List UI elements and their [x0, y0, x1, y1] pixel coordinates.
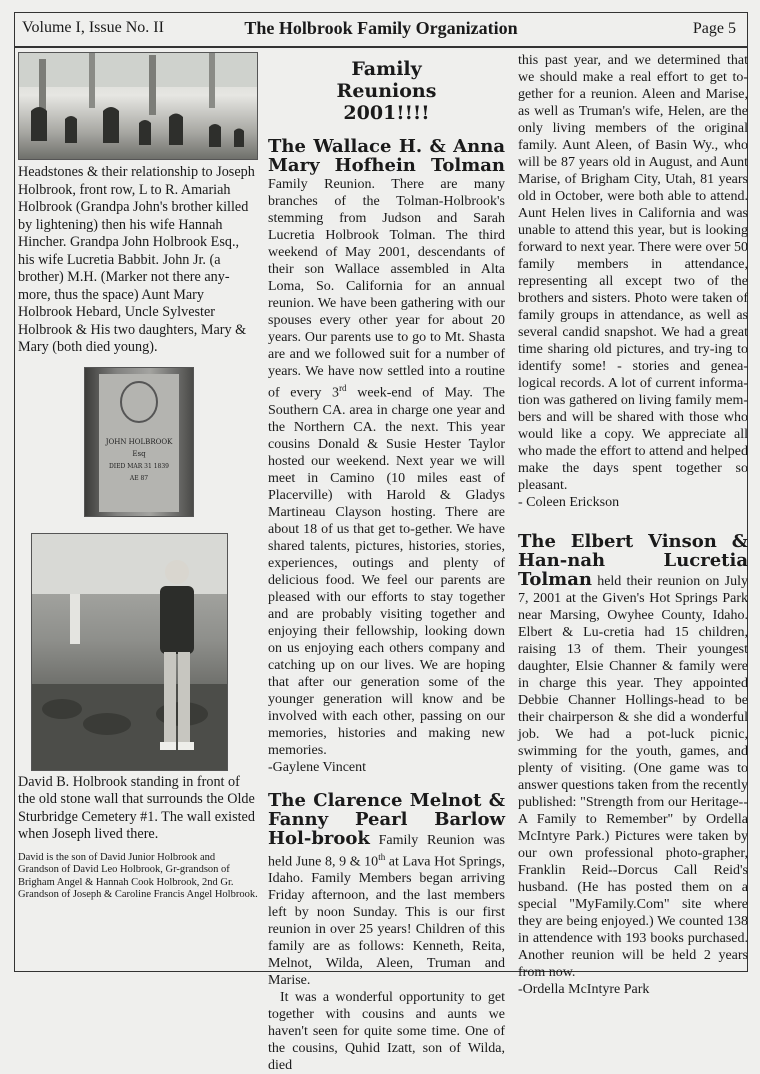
left-column: [18, 52, 258, 902]
page-number: Page 5: [692, 20, 736, 37]
page-header: [14, 12, 748, 48]
wallace-tolman-heading: The Wallace H. & Anna Mary Hofhein Tolman: [268, 136, 505, 176]
elbert-tolman-article: [518, 533, 748, 981]
right-column: [518, 52, 748, 998]
svg-text:Esq: Esq: [132, 449, 146, 458]
john-holbrook-headstone-photo: [84, 367, 194, 517]
family-reunions-title: Family Reunions 2001!!!!: [336, 58, 437, 124]
gaylene-vincent-signature: -Gaylene Vincent: [268, 759, 367, 775]
svg-text:JOHN HOLBROOK: JOHN HOLBROOK: [105, 437, 173, 446]
svg-text:AE 87: AE 87: [129, 474, 149, 482]
clarence-holbrook-article: The Clarence Melnot & Fanny Pearl Barlow Hol-brook Family Reunion was held June 8, 9 & 10th at Lava Hot Springs, Idaho. Family Members began arriving Friday afternoon, and the last members left by noon Sunday. This is our first reunion in over 25 years! Children of this family are as follows: Kenneth, Reita, Melnot, Wilda, Aleen, Truman and Marise.: [268, 789, 505, 989]
david-holbrook-caption: David B. Holbrook standing in front of the old stone wall that surrounds the Olde Sturbridge Cemetery #1. The wall existed when Joseph lived there.: [18, 773, 255, 842]
clarence-holbrook-heading: The Clarence Melnot & Fanny Pearl Barlow Hol-brook: [268, 789, 505, 849]
wallace-tolman-lead: Family Reunion.: [268, 177, 376, 192]
clarence-holbrook-continued: this past year, and we determined that we should make a real effort to get to-gether for a reunion. Aleen and Marise, as well as Truman's wife, Helen, are the only living members of the original family. Aunt Aleen, of Basin Wy., who will be 87 years old in August, and Aunt Marise, of Brigham City, Utah, 81 years old in October, were both able to attend. Aunt Helen lives in California and was unable to attend this year, but is looking forward to next year. There were over 50 family members in attendance, representing all except two of the brothers and sisters. Photo were taken of family groups in attendance, as well as several candid snapshot. We had a great time sharing old pictures, and try-ing to identify some! - stories and genea-logical records. A lot of current informa-tion was gathered on living family mem-bers and will be shared with those who would like a copy. We appreciate all who made the effort to attend and helped make the days spent together so pleasant.: [518, 53, 748, 493]
coleen-erickson-signature: - Coleen Erickson: [518, 495, 620, 510]
svg-text:DIED MAR 31 1839: DIED MAR 31 1839: [109, 462, 169, 470]
newsletter-title: The Holbrook Family Organization: [244, 18, 518, 38]
cemetery-headstones-photo: [18, 52, 258, 160]
volume-label: Volume I, Issue No. II: [22, 19, 164, 36]
clarence-holbrook-body: Family Reunion was held June 8, 9 & 10: [268, 832, 505, 870]
elbert-tolman-heading: The Elbert Vinson & Han-nah Lucretia Tolman: [518, 531, 748, 590]
ordella-park-signature: -Ordella McIntyre Park: [518, 982, 650, 997]
wallace-tolman-body: There are many branches of the Tolman-Holbrook's stemming from Judson and Sarah Lucretia Holbrook Tolman. The third weekend of May 2001, descendants of their son Wallace assembled in Alta Loma, So. California for an annual reunion. We have been gathering with our spouses every other year for about 20 years. Our parents use to go to Mt. Shasta are and we followed suit for a number of years. We have now settled into a routine of every 3: [268, 177, 505, 401]
wallace-tolman-article: The Wallace H. & Anna Mary Hofhein Tolman Family Reunion. There are many branches of the Tolman-Holbrook's stemming from Judson and Sarah Lucretia Holbrook Tolman. The third weekend of May 2001, descendants of their son Wallace assembled in Alta Loma, So. California for an annual reunion. We have been gathering with our spouses every other year for about 20 years. Our parents use to go to Mt. Shasta are and we followed suit for a number of years. We have now settled into a routine of every 3rd week-end of May. The Southern CA. area in charge one year and the Northern CA. the next. This year cousins Donald & Susie Hester Taylor hosted our weekend. Next year we will meet in Camino (10 miles east of Placerville) with Harold & Gladys Martineau Clayson hosting. There are about 18 of us that get to-gether. We have shared talents, pictures, histories, stories, experiences, outings and plenty of delicious food. We feel our parents are pleased with our efforts to stay together and are probably visiting together and enjoying their fellowship, looking down on us enjoying each others company and catching up on our lives. We are hoping that after our generation some of the younger generation will know and be involved with each other, passing on our memories, histories and making new memories.: [268, 136, 505, 758]
clarence-holbrook-paragraph-2: It was a wonderful opportunity to get together with cousins and aunts we haven't seen for quite some time. One of the cousins, Quhid Izatt, son of Wilda, died: [268, 990, 505, 1074]
david-holbrook-photo: [31, 533, 228, 771]
middle-column: [268, 58, 505, 1074]
elbert-tolman-body: held their reunion on July 7, 2001 at the Given's Hot Springs Park near Marsing, Owyhee County, Idaho. Elbert & Lu-cretia had 15 children, raising 13 of them. Their youngest daughter, Elsie Channer & family were in charge this year. They appointed Debbie Channer Hollings-head to be their chairperson & she did a wonderful job. We had a pot-luck picnic, swimming for the youth, games, and plenty of visiting. (One game was to answer questions taken from the recently published: "Strength from our Heritage--A Family to Remember" by Ordella McIntyre Park.) Pictures were taken by our own professional photo-grapher, Franklin Reid--Dorcus Call Reid's husband. (He has posted them on a special "MyFamily.Com" site where they are being enjoyed.) We counted 138 in attendence with 193 books purchased. Another reunion will be held 2 years from now.: [518, 574, 748, 980]
david-holbrook-lineage-note: David is the son of David Junior Holbrook and Grandson of David Leo Holbrook, Gr-grandson of Brigham Angel & Hannah Cook Holbrook, 2nd Gr. Grandson of Joseph & Caroline Francis Angel Holbrook.: [18, 851, 258, 900]
headstones-caption: Headstones & their relationship to Joseph Holbrook, front row, L to R. Amariah Holbrook (Grandpa John's brother killed by lightening) then his wife Hannah Hincher. Grandpa John Holbrook Esq., his wife Lucretia Babbit. John Jr. (a brother) M.H. (Marker not there any-more, thus the space) Aunt Mary Holbrook Hebard, Uncle Sylvester Holbrook & His two daughters, Mary & Mary (both died young).: [18, 164, 255, 355]
